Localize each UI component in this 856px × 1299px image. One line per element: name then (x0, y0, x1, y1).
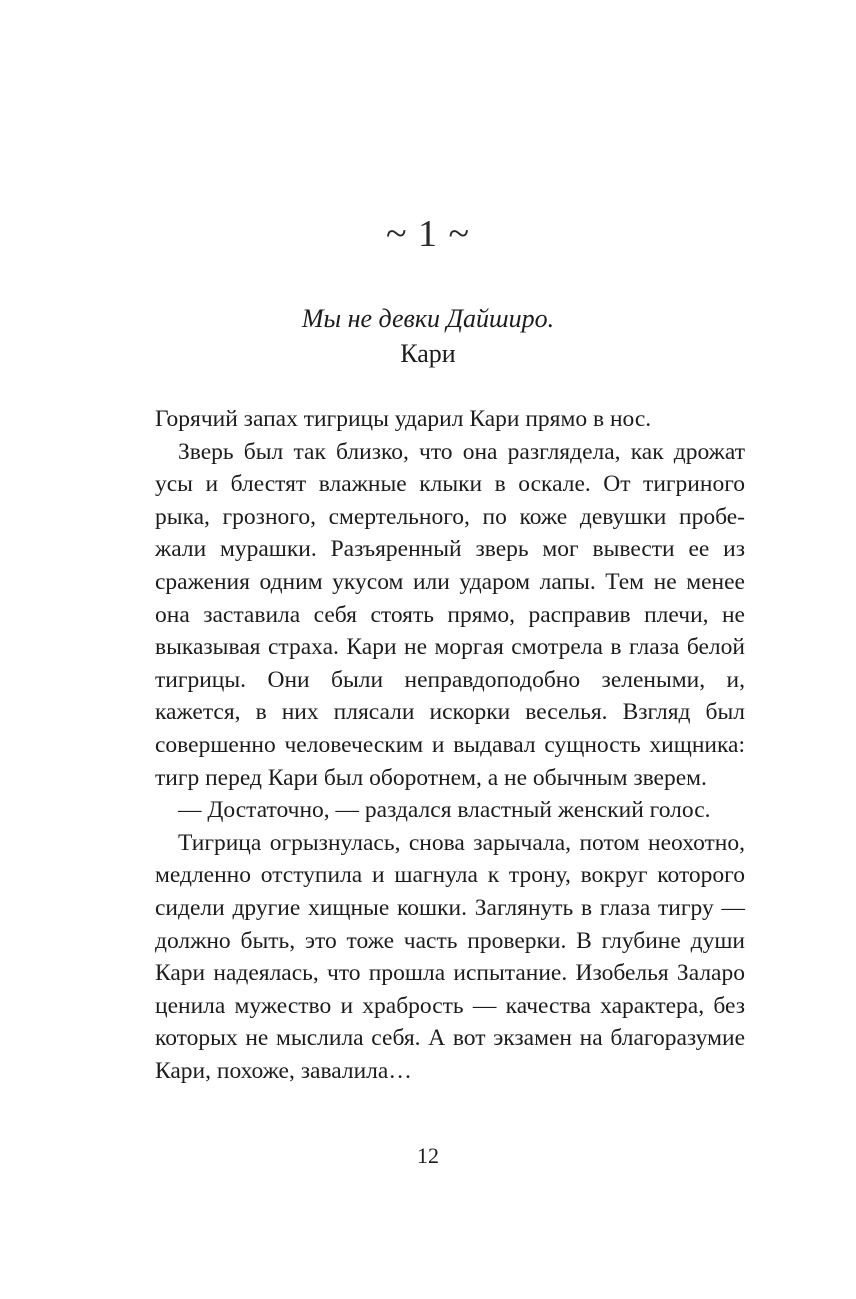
body-text (155, 403, 745, 1087)
paragraph-dialogue: — Достаточно, — раздался властный женский голос. (178, 797, 711, 824)
paragraph: Тигрица огрызнулась, снова зарычала, потом неохотно, медленно отступила и шагнула к трону, вокруг которого сидели другие хищные кошки. Заглянуть в глаза тигру — должно быть, это тоже часть проверки. В глубине души Кари надеялась, что прошла испытание. Изобелья Заларо ценила мужество и храбрость — качества характера, без которых не мыслила себя. А вот экзамен на благоразумие Кари, похоже, завалила… (155, 829, 745, 1084)
chapter-pov-character: Кари (400, 339, 456, 368)
chapter-title: Мы не девки Дайширо. (301, 304, 555, 333)
page-number: 12 (417, 1143, 439, 1168)
paragraph: Зверь был так близко, что она разглядела, как дрожат усы и блестят влажные клыки в оскале. От тигриного рыка, грозного, смертельного, по коже девушки пробежали мурашки. Разъяренный зверь мог вывести ее из сражения одним укусом или ударом лапы. Тем не менее она заставила себя стоять прямо, расправив плечи, не выказывая страха. Кари не моргая смотрела в глаза белой тигрицы. Они были неправдоподобно зелеными, и, кажется, в них плясали искорки веселья. Взгляд был совершенно человеческим и выдавал сущность хищника: тигр перед Кари был оборотнем, а не обычным зверем. (155, 438, 745, 791)
paragraph: Горячий запах тигрицы ударил Кари прямо в нос. (155, 406, 652, 432)
chapter-number: ~ 1 ~ (385, 213, 471, 255)
